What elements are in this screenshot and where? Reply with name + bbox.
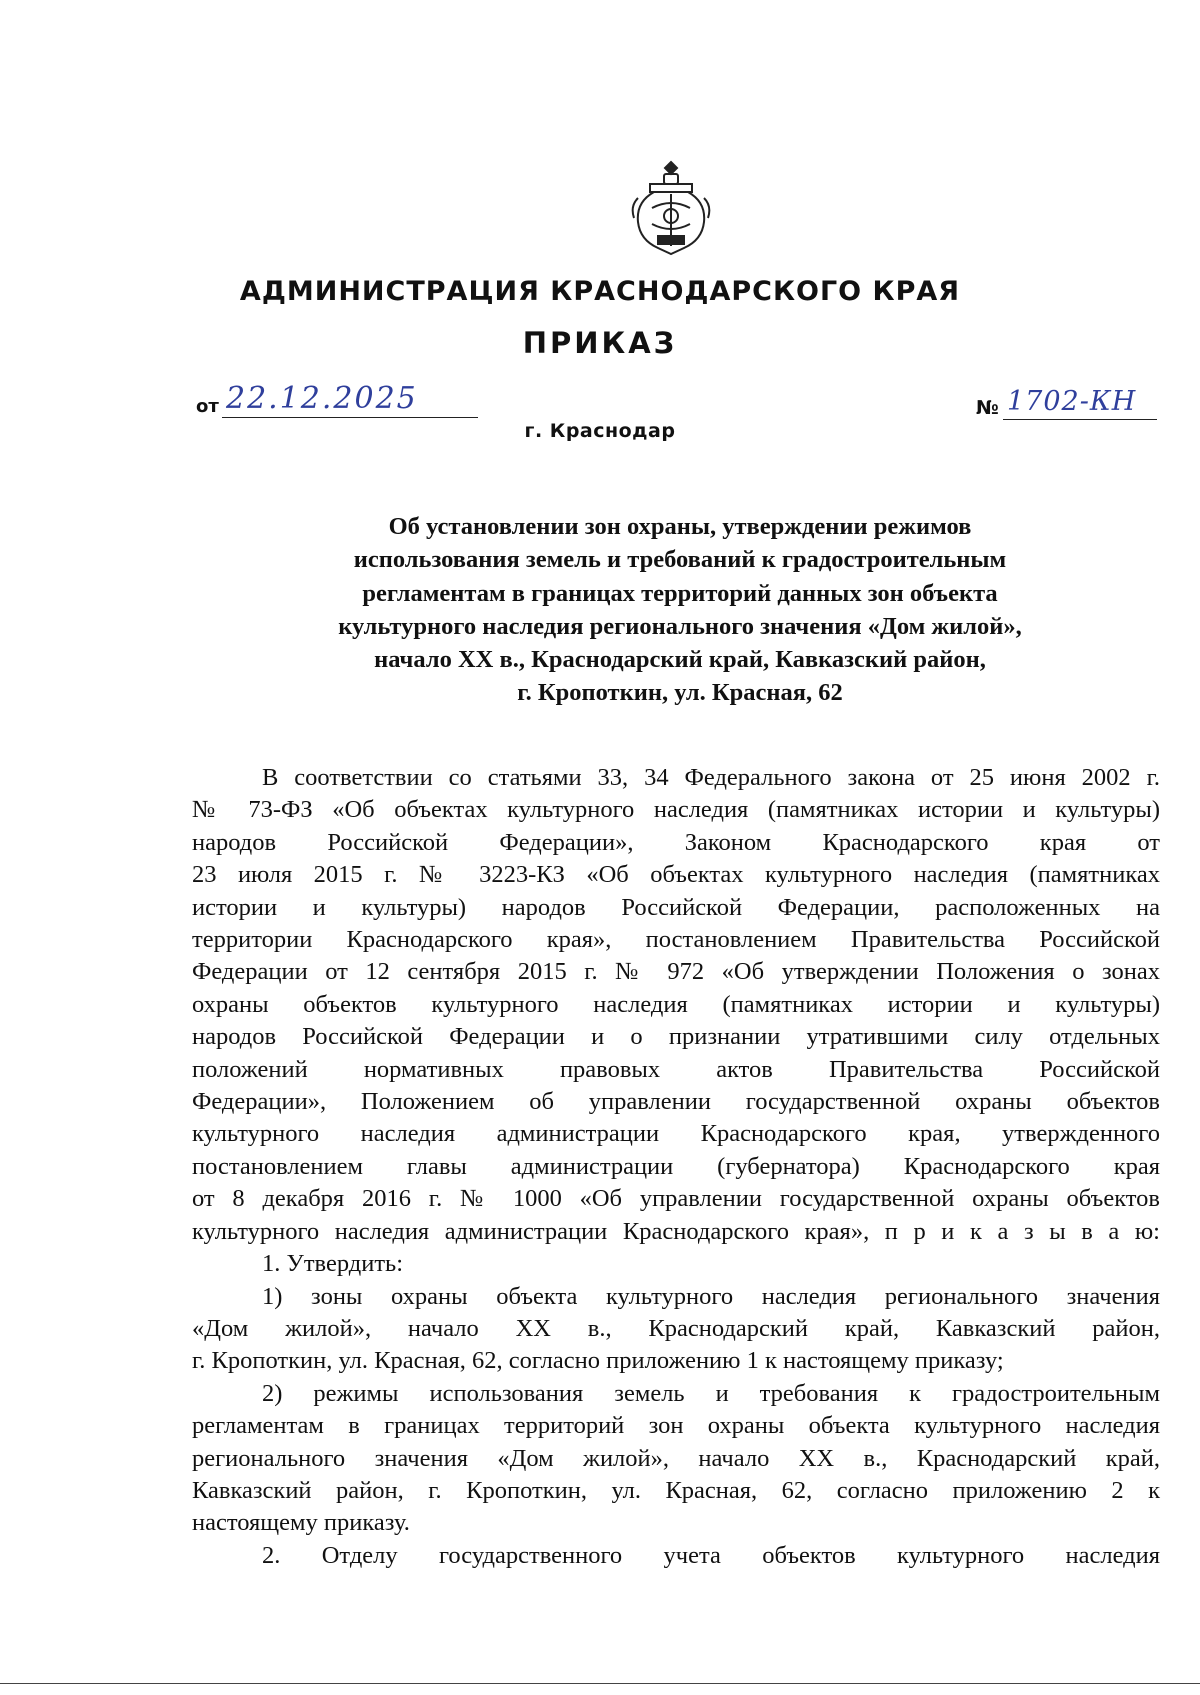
body-line: охраны объектов культурного наследия (памятниках истории и культуры) <box>192 990 1160 1018</box>
date-value-handwritten: 22.12.2025 <box>222 381 478 418</box>
title-line: регламентам в границах территорий данных зон объекта <box>362 579 998 607</box>
body-line: постановлением главы администрации (губернатора) Краснодарского края <box>192 1152 1160 1180</box>
body-line: территории Краснодарского края», постановлением Правительства Российской <box>192 926 1160 954</box>
body-line: положений нормативных правовых актов Правительства Российской <box>192 1055 1160 1083</box>
body-line: № 73-ФЗ «Об объектах культурного наследия (памятниках истории и культуры) <box>192 796 1160 824</box>
body-line: настоящему приказу. <box>192 1509 410 1537</box>
number-label: № <box>976 397 999 419</box>
body-line: регионального значения «Дом жилой», начало XX в., Краснодарский край, <box>192 1444 1160 1472</box>
clause-1-1-paragraph <box>192 1281 1160 1378</box>
body-line: 1) зоны охраны объекта культурного наследия регионального значения <box>262 1282 1160 1310</box>
body-line: г. Кропоткин, ул. Красная, 62, согласно приложению 1 к настоящему приказу; <box>192 1347 1004 1375</box>
date-label: от <box>196 396 219 417</box>
city-name: г. Краснодар <box>524 420 676 442</box>
organization-name: АДМИНИСТРАЦИЯ КРАСНОДАРСКОГО КРАЯ <box>239 276 961 307</box>
body-line: 23 июля 2015 г. № 3223-КЗ «Об объектах культурного наследия (памятниках <box>192 861 1160 889</box>
title-line: начало XX в., Краснодарский край, Кавказский район, <box>374 646 986 674</box>
body-line: В соответствии со статьями 33, 34 Федерального закона от 25 июня 2002 г. <box>262 764 1160 791</box>
document-title <box>190 510 1170 710</box>
body-line: от 8 декабря 2016 г. № 1000 «Об управлении государственной охраны объектов <box>192 1185 1160 1213</box>
body-line: истории и культуры) народов Российской Федерации, расположенных на <box>192 893 1160 921</box>
body-line: регламентам в границах территорий зон охраны объекта культурного наследия <box>192 1412 1160 1440</box>
clause-2-paragraph <box>192 1540 1160 1572</box>
document-type: ПРИКАЗ <box>522 326 678 360</box>
preamble-paragraph <box>192 762 1160 1248</box>
body-line: Кавказский район, г. Кропоткин, ул. Красная, 62, согласно приложению 2 к <box>192 1476 1160 1504</box>
title-line: Об установлении зон охраны, утверждении режимов <box>388 513 972 540</box>
body-line: народов Российской Федерации», Законом Краснодарского края от <box>192 828 1160 856</box>
krasnodar-coat-of-arms-icon <box>628 158 714 258</box>
body-line: народов Российской Федерации и о признании утратившими силу отдельных <box>192 1023 1160 1051</box>
body-line: культурного наследия администрации Краснодарского края», п р и к а з ы в а ю: <box>192 1217 1160 1245</box>
body-line: 1. Утвердить: <box>262 1250 404 1278</box>
body-line: Федерации», Положением об управлении государственной охраны объектов <box>192 1088 1160 1116</box>
title-line: использования земель и требований к градостроительным <box>353 546 1007 574</box>
body-line: Федерации от 12 сентября 2015 г. № 972 «Об утверждении Положения о зонах <box>192 958 1160 986</box>
body-line: культурного наследия администрации Краснодарского края, утвержденного <box>192 1120 1160 1148</box>
clause-1-paragraph <box>192 1248 1160 1280</box>
page-bottom-divider <box>0 1683 1200 1684</box>
title-line: г. Кропоткин, ул. Красная, 62 <box>517 679 843 707</box>
number-value-handwritten: 1702-КН <box>1003 385 1157 420</box>
document-body <box>192 762 1160 1572</box>
body-line: «Дом жилой», начало XX в., Краснодарский край, Кавказский район, <box>192 1314 1160 1342</box>
title-line: культурного наследия регионального значения «Дом жилой», <box>338 612 1022 640</box>
body-line: 2) режимы использования земель и требования к градостроительным <box>262 1379 1160 1407</box>
clause-1-2-paragraph <box>192 1378 1160 1540</box>
body-line: 2. Отделу государственного учета объектов культурного наследия <box>262 1541 1160 1569</box>
